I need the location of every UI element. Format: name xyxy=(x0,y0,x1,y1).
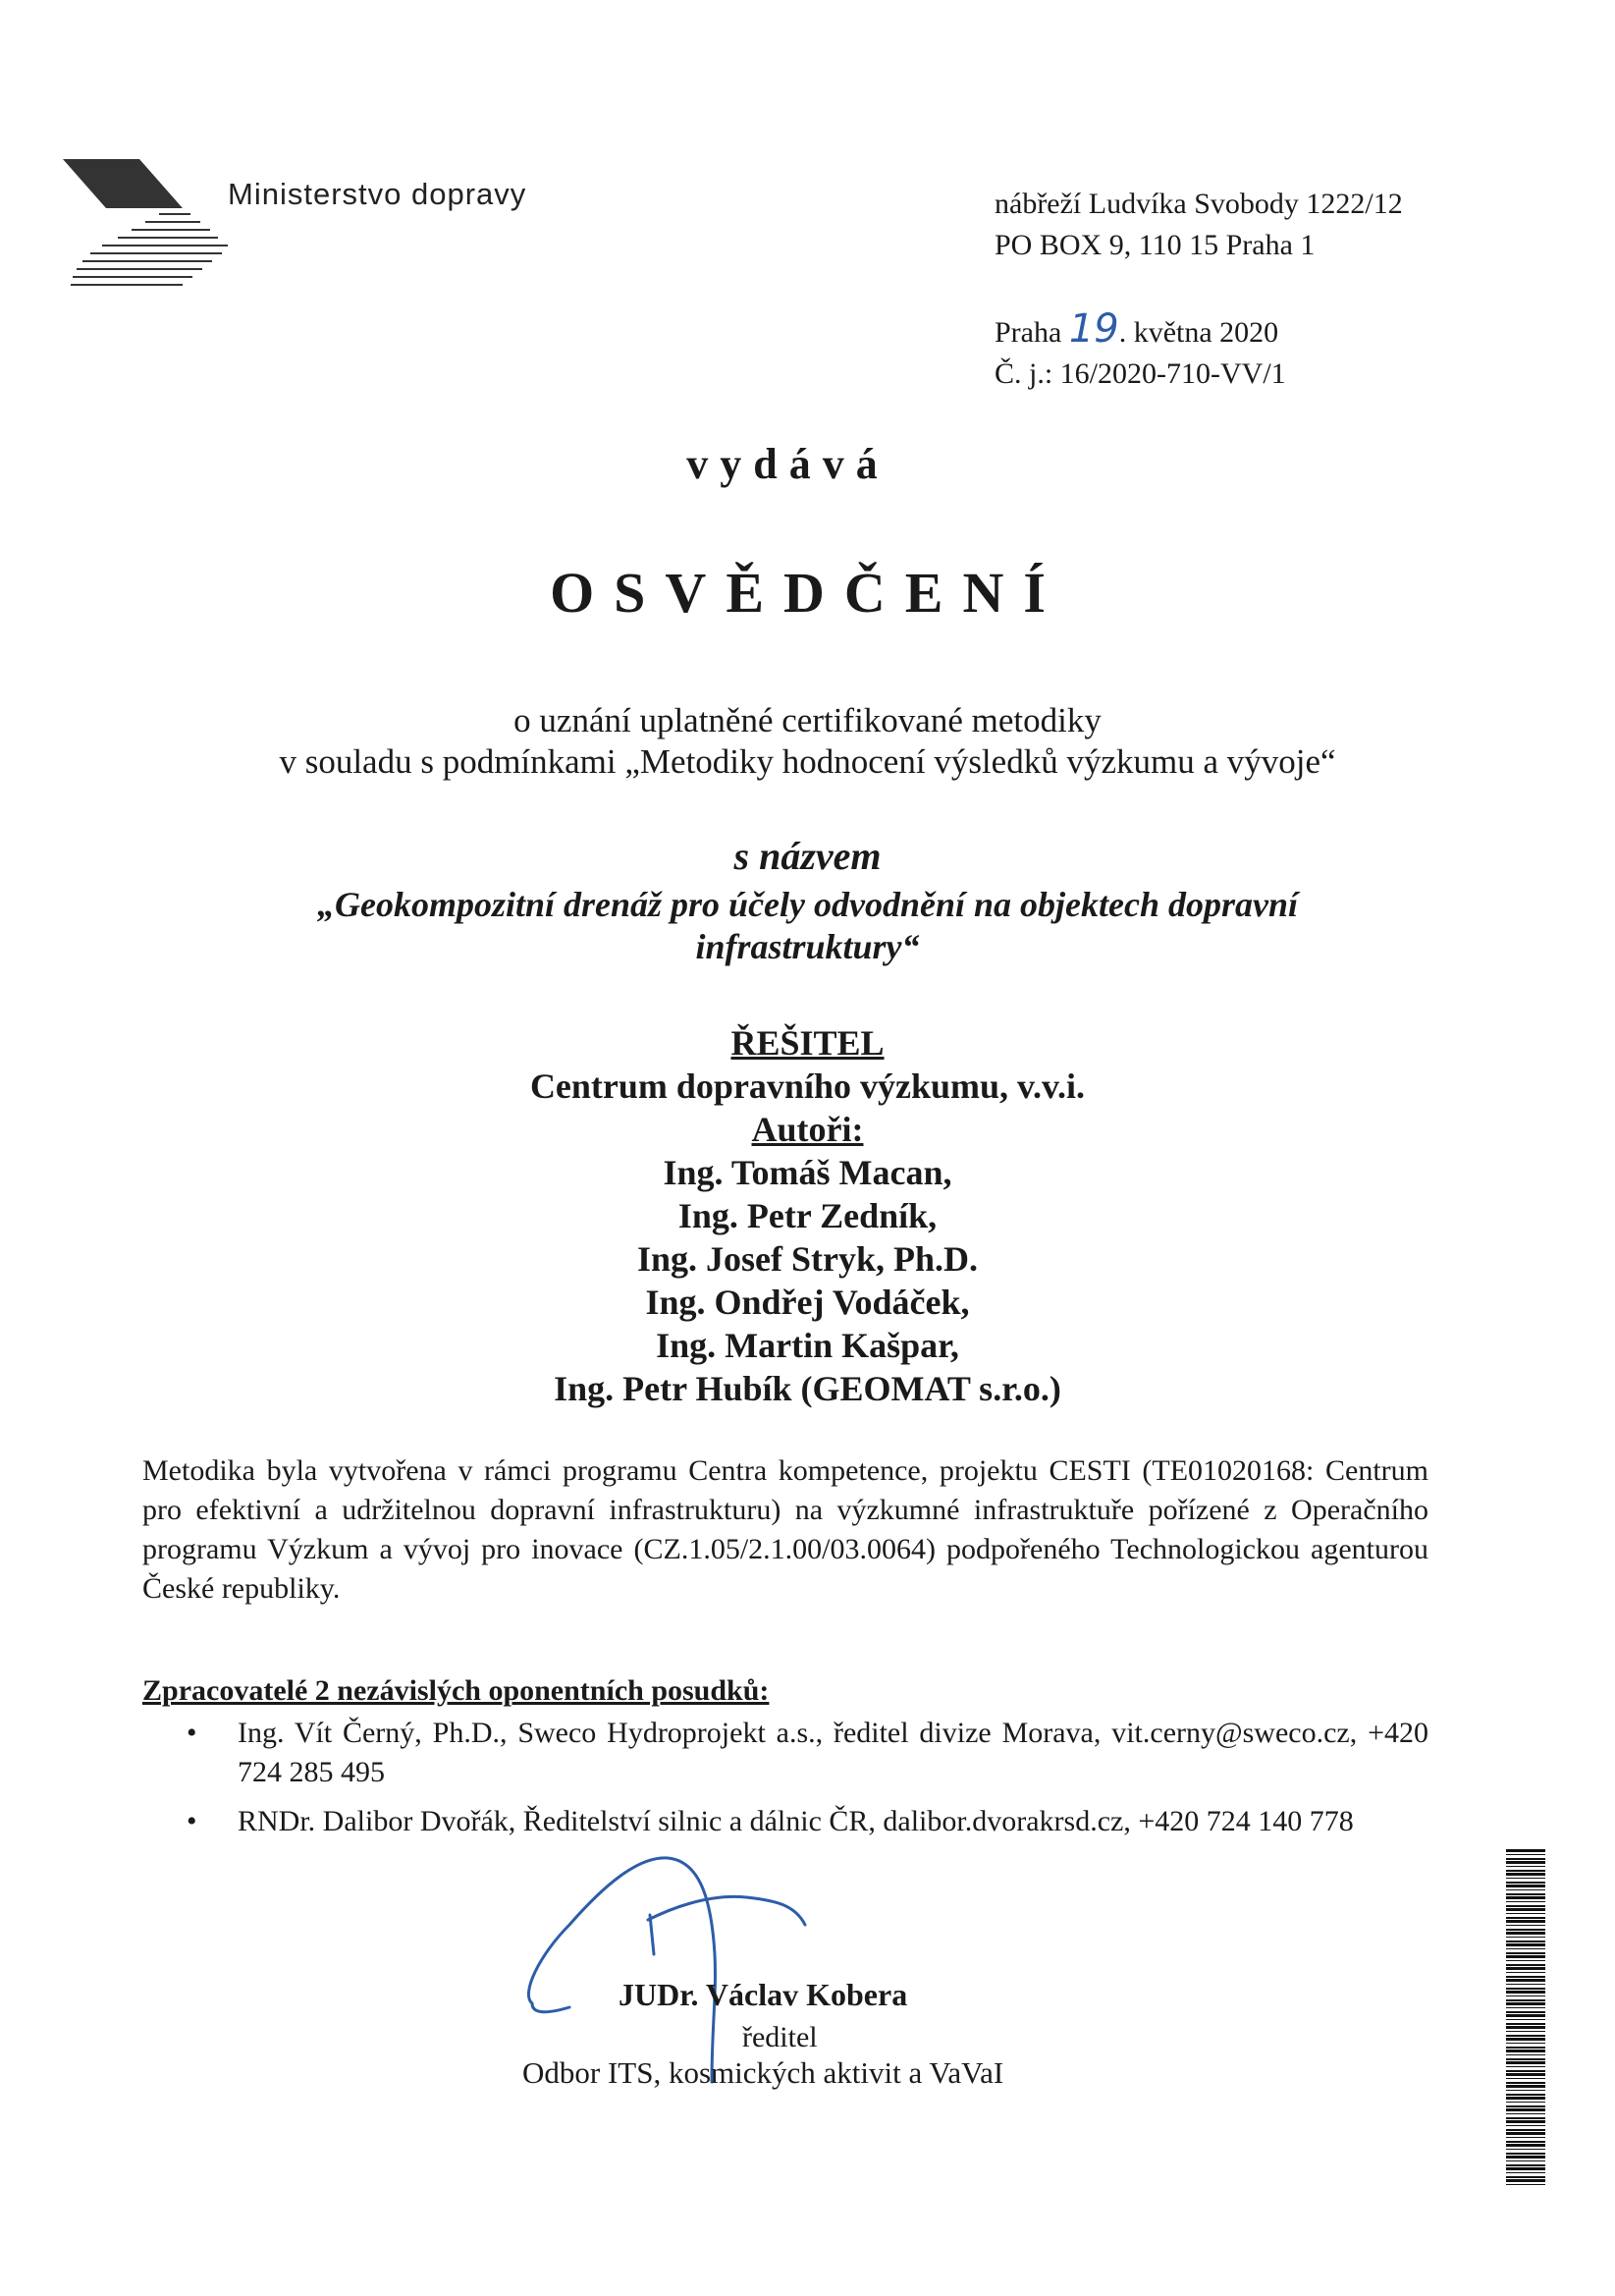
author: Ing. Petr Zedník, xyxy=(677,1196,938,1235)
date-prefix: Praha xyxy=(995,316,1062,349)
issue-date xyxy=(995,308,1286,354)
barcode xyxy=(1506,1849,1545,2188)
reviewer-item xyxy=(142,1714,1428,1792)
reviewers-list xyxy=(142,1714,1428,1851)
reference-number: Č. j.: 16/2020-710-VV/1 xyxy=(995,357,1286,390)
methodology-paragraph: Metodika byla vytvořena v rámci programu Centra kompetence, projektu CESTI (TE01020168: Centrum pro efektivní a udržitelnou dopravní infrastrukturu) na výzkumné infrastruktuře pořízené z Operačního programu Výzkum a vývoj pro inovace (CZ.1.05/2.1.00/03.0064) podpořeného Technologickou agenturou České republiky. xyxy=(142,1454,1428,1605)
signatory-department: Odbor ITS, kosmických aktivit a VaVaI xyxy=(522,2055,1004,2090)
certificate-subtitle xyxy=(0,700,1615,783)
date-day-handwritten: 19 xyxy=(1068,306,1119,352)
address-line-2: PO BOX 9, 110 15 Praha 1 xyxy=(995,229,1316,261)
author: Ing. Petr Hubík (GEOMAT s.r.o.) xyxy=(554,1369,1061,1408)
signatory-name: JUDr. Václav Kobera xyxy=(619,1977,908,2012)
named-label: s názvem xyxy=(733,834,882,878)
author: Ing. Ondřej Vodáček, xyxy=(645,1283,970,1322)
authors-heading: Autoři: xyxy=(751,1110,864,1149)
author: Ing. Martin Kašpar, xyxy=(656,1326,959,1365)
signatory-role: ředitel xyxy=(742,2021,818,2053)
methodology-title-line-2: infrastruktury“ xyxy=(695,927,920,966)
ministry-name: Ministerstvo dopravy xyxy=(228,177,527,211)
reviewer-text: RNDr. Dalibor Dvořák, Ředitelství silnic a dálnic ČR, dalibor.dvorakrsd.cz, +420 724 140 778 xyxy=(238,1805,1354,1837)
date-block xyxy=(995,308,1286,395)
bullet-icon: • xyxy=(187,1805,197,1837)
solver-section xyxy=(0,1021,1615,1410)
reviewer-item xyxy=(142,1802,1428,1841)
author: Ing. Josef Stryk, Ph.D. xyxy=(636,1239,979,1279)
reviewer-text: Ing. Vít Černý, Ph.D., Sweco Hydroprojekt a.s., ředitel divize Morava, vit.cerny@sweco.cz, +420 724 285 495 xyxy=(238,1717,1428,1788)
reviewers-heading: Zpracovatelé 2 nezávislých oponentních posudků: xyxy=(142,1674,770,1707)
bullet-icon: • xyxy=(187,1717,197,1749)
ministry-logo xyxy=(63,159,232,289)
methodology-title xyxy=(0,884,1615,968)
issues-heading: vydává xyxy=(686,440,889,488)
subtitle-line-2: v souladu s podmínkami „Metodiky hodnocení výsledků výzkumu a vývoje“ xyxy=(279,742,1336,781)
date-suffix: . května 2020 xyxy=(1118,316,1279,349)
author: Ing. Tomáš Macan, xyxy=(663,1153,952,1192)
solver-organization: Centrum dopravního výzkumu, v.v.i. xyxy=(529,1066,1086,1106)
certificate-title: OSVĚDČENÍ xyxy=(550,561,1065,625)
subtitle-line-1: o uznání uplatněné certifikované metodiky xyxy=(513,701,1102,739)
address-line-1: nábřeží Ludvíka Svobody 1222/12 xyxy=(995,188,1403,220)
ministry-address xyxy=(995,184,1403,266)
methodology-title-line-1: „Geokompozitní drenáž pro účely odvodnění na objektech dopravní xyxy=(317,885,1298,924)
solver-heading: ŘEŠITEL xyxy=(730,1023,885,1063)
